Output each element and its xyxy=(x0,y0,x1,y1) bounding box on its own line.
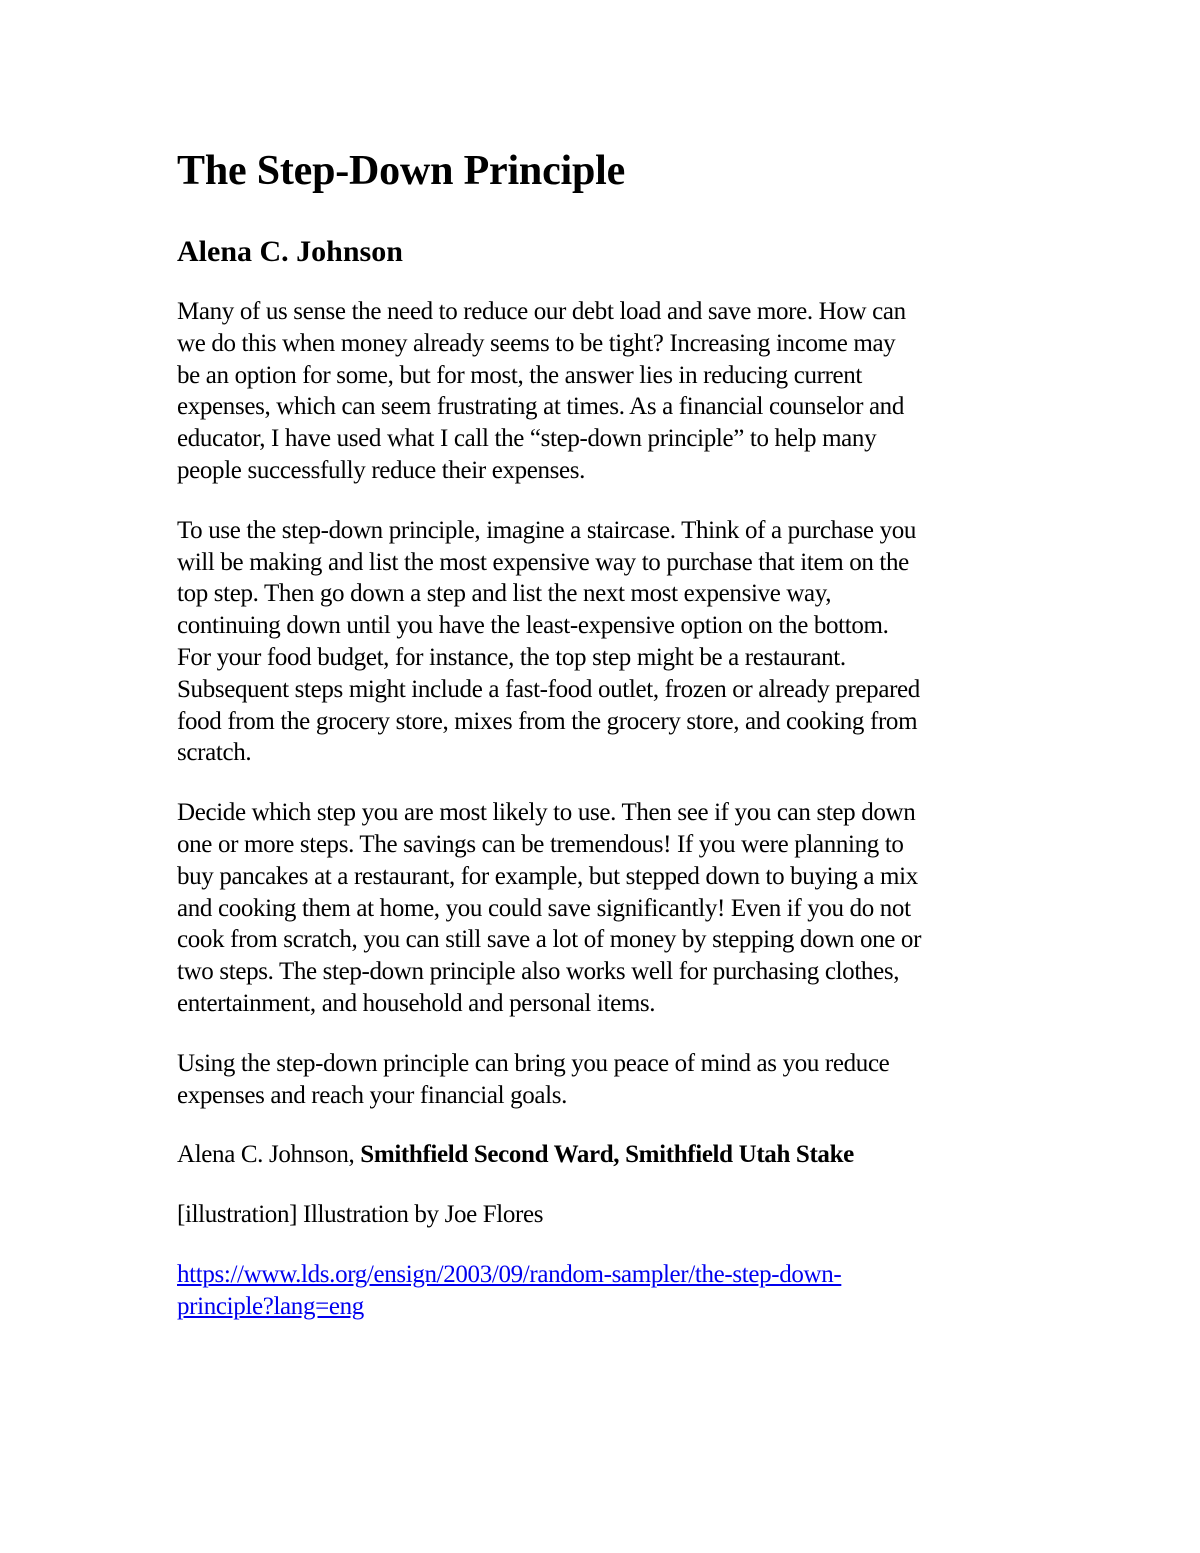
source-url-line[interactable]: principle?lang=eng xyxy=(177,1292,364,1320)
paragraph-line: entertainment, and household and personal items. xyxy=(177,989,656,1017)
byline-name: Alena C. Johnson, xyxy=(177,1141,355,1169)
paragraph-line: be an option for some, but for most, the answer lies in reducing current xyxy=(177,361,863,389)
paragraph-line: two steps. The step-down principle also works well for purchasing clothes, xyxy=(177,958,900,986)
paragraph-intro xyxy=(177,296,1037,487)
paragraph-line: cook from scratch, you can still save a lot of money by stepping down one or xyxy=(177,926,922,954)
paragraph-line: educator, I have used what I call the “step-down principle” to help many xyxy=(177,425,877,453)
paragraph-line: Subsequent steps might include a fast-food outlet, frozen or already prepared xyxy=(177,675,920,703)
document-page xyxy=(177,140,1037,1323)
author-byline xyxy=(177,1139,1037,1171)
author-heading: Alena C. Johnson xyxy=(177,235,403,268)
paragraph-line: expenses and reach your financial goals. xyxy=(177,1081,568,1109)
paragraph-line: top step. Then go down a step and list the next most expensive way, xyxy=(177,580,832,608)
paragraph-decide xyxy=(177,797,1037,1020)
paragraph-line: and cooking them at home, you could save significantly! Even if you do not xyxy=(177,894,911,922)
paragraph-line: food from the grocery store, mixes from the grocery store, and cooking from xyxy=(177,707,918,735)
paragraph-line: continuing down until you have the least-expensive option on the bottom. xyxy=(177,612,889,640)
illustration-credit: [illustration] Illustration by Joe Flores xyxy=(177,1201,544,1229)
paragraph-line: people successfully reduce their expenses. xyxy=(177,456,586,484)
paragraph-line: one or more steps. The savings can be tremendous! If you were planning to xyxy=(177,830,904,858)
document-title: The Step-Down Principle xyxy=(177,148,626,194)
paragraph-staircase xyxy=(177,515,1037,769)
paragraph-line: Using the step-down principle can bring you peace of mind as you reduce xyxy=(177,1049,890,1077)
paragraph-line: Decide which step you are most likely to use. Then see if you can step down xyxy=(177,799,916,827)
paragraph-line: scratch. xyxy=(177,739,252,767)
source-url-line[interactable]: https://www.lds.org/ensign/2003/09/random-sampler/the-step-down- xyxy=(177,1260,842,1288)
paragraph-line: we do this when money already seems to be tight? Increasing income may xyxy=(177,329,896,357)
paragraph-line: will be making and list the most expensive way to purchase that item on the xyxy=(177,548,909,576)
paragraph-line: buy pancakes at a restaurant, for example, but stepped down to buying a mix xyxy=(177,862,918,890)
paragraph-line: Many of us sense the need to reduce our debt load and save more. How can xyxy=(177,298,906,325)
paragraph-conclusion xyxy=(177,1048,1037,1112)
paragraph-line: For your food budget, for instance, the top step might be a restaurant. xyxy=(177,643,846,671)
source-url-link[interactable] xyxy=(177,1259,1037,1323)
byline-ward: Smithfield Second Ward, Smithfield Utah Stake xyxy=(360,1141,854,1169)
paragraph-line: expenses, which can seem frustrating at times. As a financial counselor and xyxy=(177,393,904,421)
paragraph-line: To use the step-down principle, imagine a staircase. Think of a purchase you xyxy=(177,516,917,544)
